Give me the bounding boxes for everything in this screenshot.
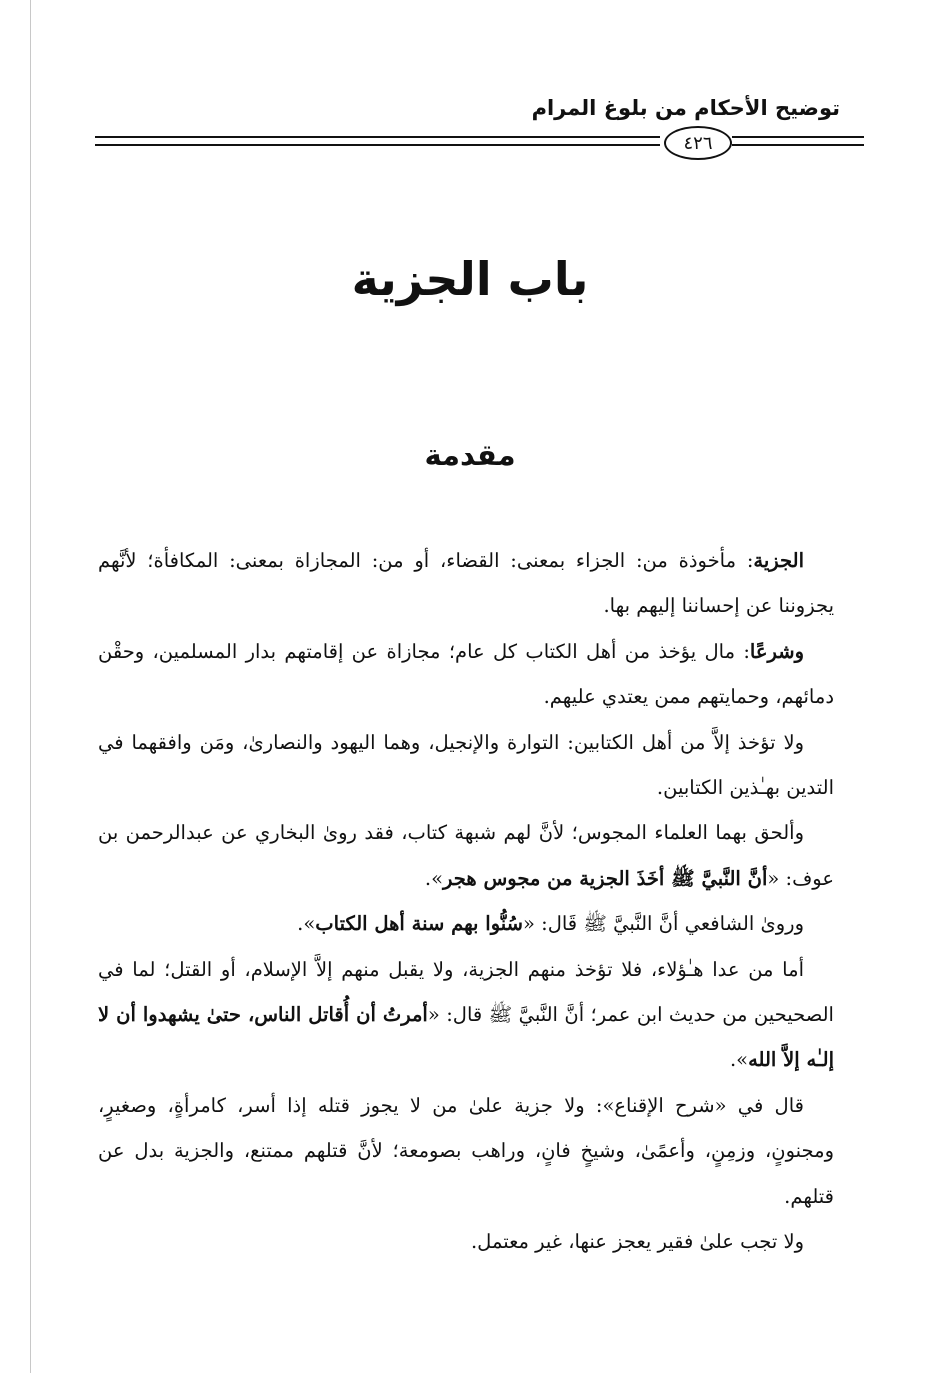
chapter-title: باب الجزية <box>351 252 589 306</box>
section-title: مقدمة <box>424 438 516 472</box>
running-title: توضيح الأحكام من بلوغ المرام <box>531 96 840 120</box>
paragraph <box>98 1219 834 1264</box>
paragraph-text: ولا تؤخذ إلاَّ من أهل الكتابين: التوارة والإنجيل، وهما اليهود والنصارىٰ، ومَن وافقهما في التدين بهـٰذين الكتابين. <box>98 730 834 800</box>
paragraph <box>98 720 834 811</box>
hadith-quote: سُنُّوا بهم سنة أهل الكتاب <box>315 912 523 936</box>
paragraph <box>98 1083 834 1219</box>
paragraph-text: وروىٰ الشافعي أنَّ النَّبيَّ ﷺ قَال: « <box>523 912 804 936</box>
paragraph-text: ولا تجب علىٰ فقير يعجز عنها، غير معتمل. <box>470 1230 804 1254</box>
header-rule-right-top <box>732 136 864 138</box>
page-edge-line <box>30 0 31 1373</box>
paragraph-text: أما من عدا هـٰؤلاء، فلا تؤخذ منهم الجزية، ولا يقبل منهم إلاَّ الإسلام، أو القتل؛ لما في الصحيحين من حديث ابن عمر؛ أنَّ النَّبيَّ ﷺ قال: « <box>98 957 834 1027</box>
header-rule-left-top <box>95 136 660 138</box>
paragraph <box>98 538 834 629</box>
hadith-quote: أمرتُ أن أُقاتل الناس، حتىٰ يشهدوا أن لا إلـٰه إلاَّ الله <box>98 1003 834 1072</box>
paragraph <box>98 901 834 946</box>
paragraph <box>98 947 834 1083</box>
paragraph-text: وألحق بهما العلماء المجوس؛ لأنَّ لهم شبهة كتاب، فقد روىٰ البخاري عن عبدالرحمن بن عوف: « <box>98 821 834 890</box>
paragraph <box>98 629 834 720</box>
paragraph-text-end: ». <box>297 912 316 936</box>
term: الجزية <box>753 549 804 572</box>
body-text <box>98 538 834 1265</box>
hadith-quote: أنَّ النَّبيَّ ﷺ أخَذَ الجزية من مجوس هجر <box>443 866 768 890</box>
page-number: ٤٢٦ <box>664 126 732 160</box>
paragraph <box>98 810 834 901</box>
term: وشرعًا <box>749 639 804 663</box>
header-rule-right-bottom <box>732 144 864 146</box>
header-rule-left-bottom <box>95 144 660 146</box>
paragraph-text-end: ». <box>729 1048 749 1072</box>
paragraph-text: : مال يؤخذ من أهل الكتاب كل عام؛ مجازاة عن إقامتهم بدار المسلمين، وحقْن دمائهم، وحمايتهم ممن يعتدي عليهم. <box>98 639 834 709</box>
paragraph-text: قال في «شرح الإقناع»: ولا جزية علىٰ من لا يجوز قتله إذا أسر، كامرأةٍ، وصغيرٍ، ومجنونٍ، وزمِنٍ، وأعمًىٰ، وشيخٍ فانٍ، وراهب بصومعة؛ لأنَّ قتلهم ممتنع، والجزية بدل عن قتلهم. <box>98 1093 834 1208</box>
paragraph-text-end: ». <box>424 866 444 890</box>
paragraph-text: : مأخوذة من: الجزاء بمعنى: القضاء، أو من: المجازاة بمعنى: المكافأة؛ لأنَّهم يجزوننا عن إحساننا إليهم بها. <box>98 549 834 618</box>
